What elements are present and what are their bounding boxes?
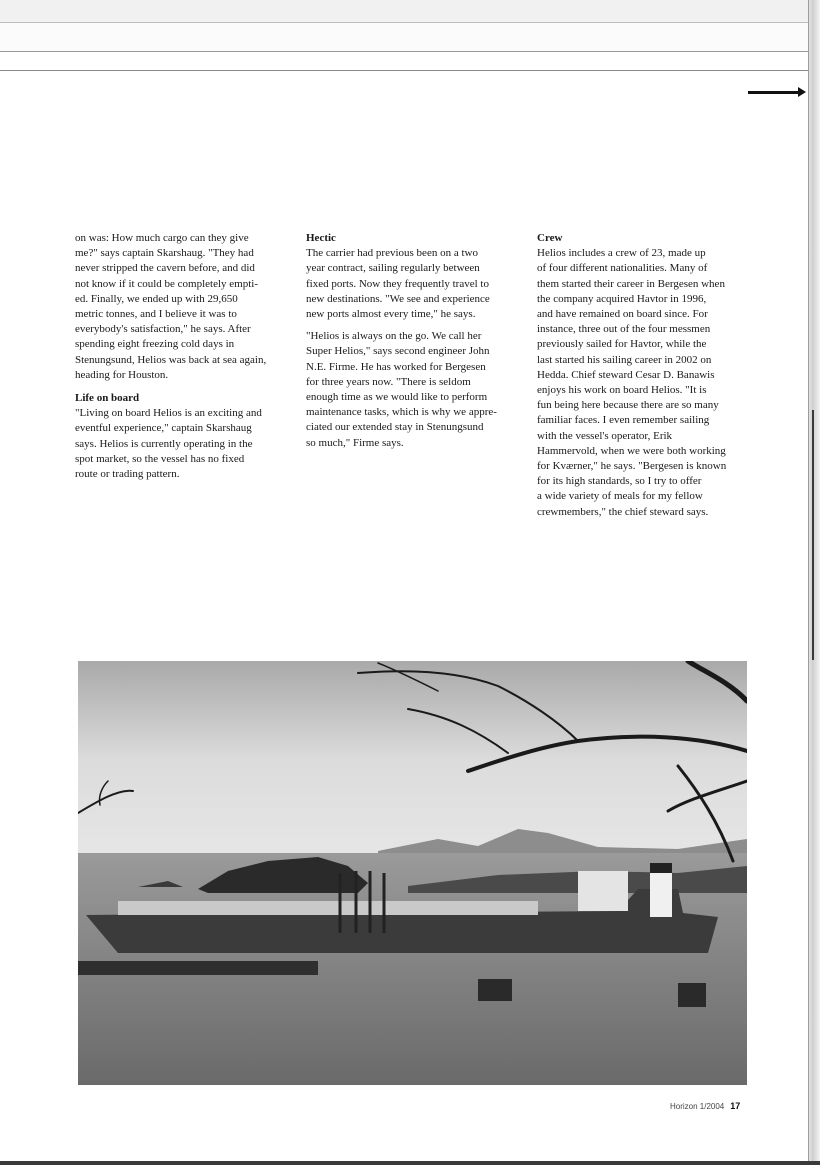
column2-paragraph-2: "Helios is always on the go. We call her Super Helios," says second engineer John N.E. Firme. He has worked for Bergesen for three years now. "There is seldom enough time as we would like to perform maintenance tasks, which is why we appre- ciated our extended stay in Stenungsund so much," Firme says.	[306, 330, 497, 449]
scan-right-edge	[808, 0, 820, 1165]
column3-paragraph-1: Helios includes a crew of 23, made up of four different nationalities. Many of them started their career in Bergesen when the company acquired Havtor in 1996, and have remained on board since. For instance, three out of the four messmen previously sailed for Havtor, while the last started his sailing career in 2002 on Hedda. Chief steward Cesar D. Banawis enjoys his work on board Helios. "It is fun being here because there are so many familiar faces. I even remember sailing with the vessel's operator, Erik Hammervold, when we were both working for Kværner," he says. "Bergesen is known for its high standards, so I try to offer a wide variety of meals for my fellow crewmembers," the chief steward says.	[537, 247, 727, 518]
page-number: 17	[730, 1101, 741, 1111]
ship-photo	[78, 661, 747, 1085]
article-column-1	[75, 231, 289, 489]
scan-divider-line	[0, 70, 808, 71]
tanker-funnel-top	[650, 863, 672, 873]
tanker-superstructure	[578, 871, 628, 911]
scan-top-edge	[0, 0, 808, 23]
page-footer	[670, 1101, 740, 1111]
tanker-funnel	[650, 871, 672, 917]
article-column-2	[306, 231, 520, 458]
jetty	[78, 961, 318, 975]
column3-heading: Crew	[537, 232, 563, 244]
ship-photo-illustration	[78, 661, 747, 1085]
column2-heading: Hectic	[306, 232, 336, 244]
column2-paragraph-1: The carrier had previous been on a two year contract, sailing regularly between fixed ports. Now they frequently travel to new destinations. "We see and experience new ports almost every time," he says.	[306, 247, 490, 321]
mooring-dolphin	[478, 979, 512, 1001]
column1-paragraph-2: "Living on board Helios is an exciting and eventful experience," captain Skarshaug says. Helios is currently operating in the spot market, so the vessel has no fixed route or trading pattern.	[75, 407, 262, 481]
continue-arrow-icon	[748, 91, 800, 94]
scan-edge-mark	[812, 410, 814, 660]
column1-paragraph-1: on was: How much cargo can they give me?" says captain Skarshaug. "They had never stripped the cavern before, and did not know if it could be completely empti- ed. Finally, we ended up with 29,650 metric tonnes, and I believe it was to everybody's satisfaction," he says. After spending eight freezing cold days in Stenungsund, Helios was back at sea again, heading for Houston.	[75, 232, 267, 381]
column1-heading: Life on board	[75, 392, 140, 405]
tanker-deck	[118, 901, 538, 915]
scan-bottom-edge	[0, 1161, 820, 1165]
mooring-dolphin-2	[678, 983, 706, 1007]
scan-header-band	[0, 23, 808, 52]
publication-name: Horizon 1/2004	[670, 1102, 725, 1111]
sky-area	[78, 661, 747, 861]
article-column-3	[537, 231, 751, 527]
